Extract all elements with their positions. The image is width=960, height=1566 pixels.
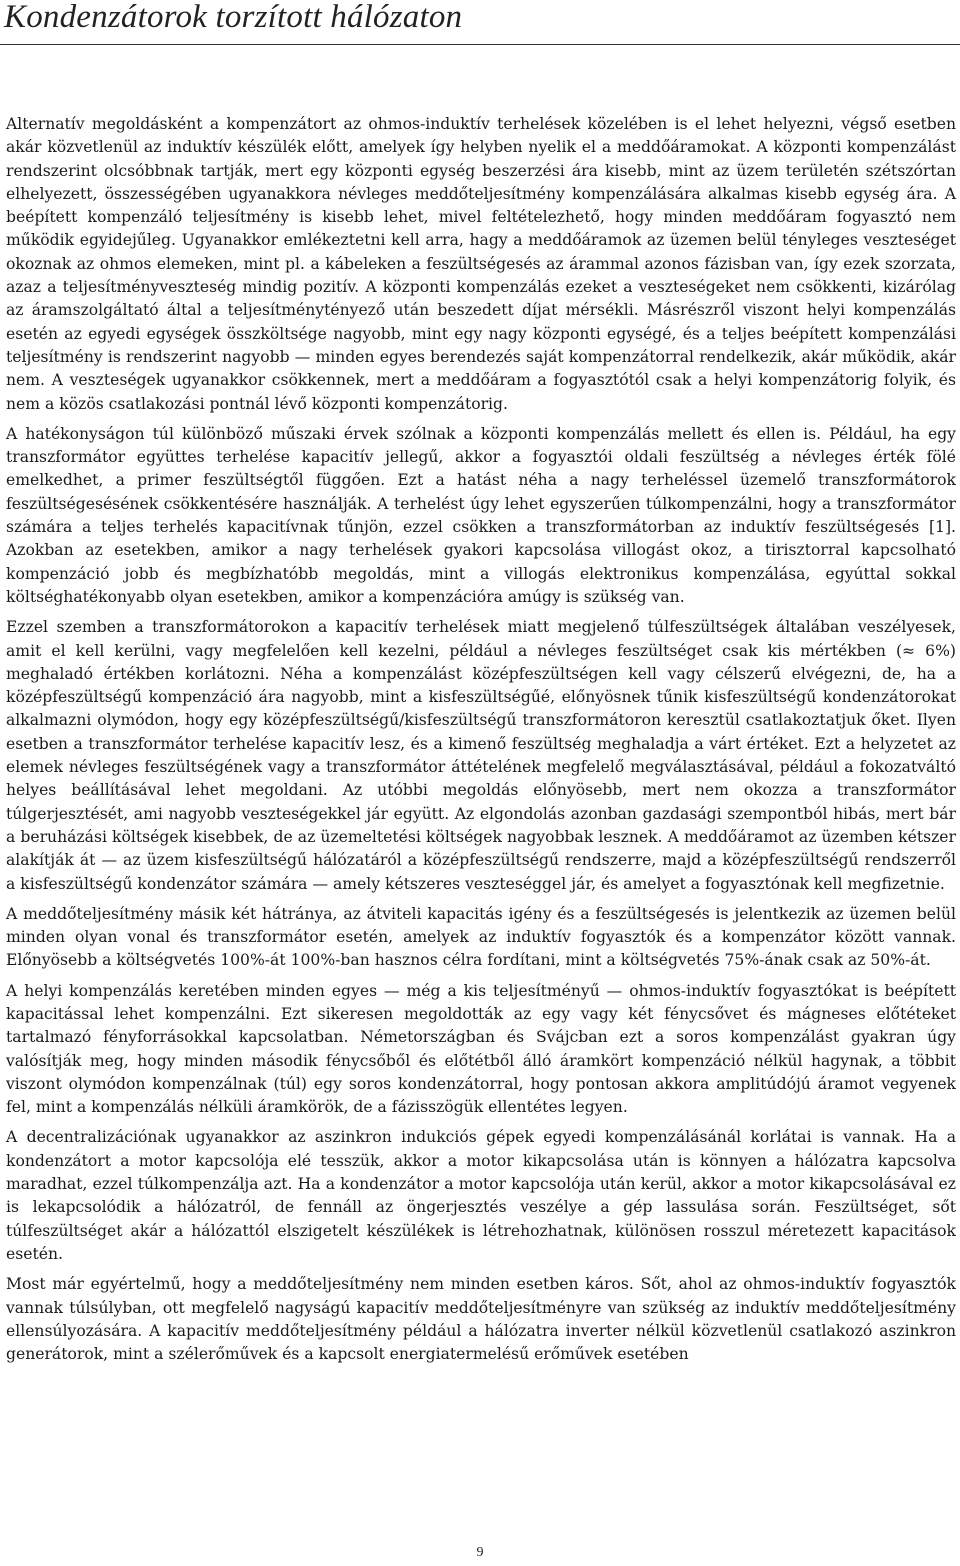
page-number: 9 [476,1545,484,1560]
paragraph: Ezzel szemben a transzformátorokon a kapacitív terhelések miatt megjelenő túlfeszültségek általában veszélyesek, amit el kell kerülni, vagy megfelelően kell kezelni, például a névleges feszültséget csak kis mértékben (≈ 6%) meghaladó értékben korlátozni. Néha a kompenzálást középfeszültségen kell vagy célszerű elvégezni, de, ha a középfeszültségű kompenzáció ára nagyobb, mint a kisfeszültségűé, előnyösnek tűnik kisfeszültségű kondenzátorokat alkalmazni olymódon, hogy egy középfeszültségű/kisfeszültségű transzformátoron keresztül csatlakoztatjuk őket. Ilyen esetben a transzformátor terhelése kapacitív lesz, és a kimenő feszültség meghaladja a várt értéket. Ezt a helyzetet az elemek névleges feszültségének vagy a transzformátor áttételének megfelelő megválasztásával, például a fokozatváltó helyes beállításával lehet megoldani. Az utóbbi megoldás előnyösebb, mert nem okozza a transzformátor túlgerjesztését, ami nagyobb veszteségekkel jár együtt. Az elgondolás azonban gazdasági szempontból hibás, mert bár a beruházási költségek kisebbek, de az üzemeltetési költségek nagyobbak lesznek. A meddőáramot az üzemben kétszer alakítják át — az üzem kisfeszültségű hálózatáról a középfeszültségű rendszerre, majd a középfeszültségű rendszerről a kisfeszültségű kondenzátor számára — amely kétszeres veszteséggel jár, és amelyet a fogyasztónak kell megfizetnie. [6,618,956,893]
paragraph: Alternatív megoldásként a kompenzátort az ohmos-induktív terhelések közelében is el lehet helyezni, végső esetben akár közvetlenül az induktív készülék előtt, amelyek így helyben nyelik el a meddőáramokat. A központi kompenzálást rendszerint olcsóbbnak tartják, mert egy központi egység beszerzési ára kisebb, mint az üzem területén szétszórtan elhelyezett, összességében ugyanakkora névleges meddőteljesítmény kompenzálására alkalmas kisebb egység ára. A beépített kompenzáló teljesítmény is kisebb lehet, mivel feltételezhető, hogy minden meddőáram fogyasztó nem működik egyidejűleg. Ugyanakkor emlékeztetni kell arra, hagy a meddőáramok az üzemen belül tényleges veszteséget okoznak az ohmos elemeken, mint pl. a kábeleken a feszültségesés az árammal azonos fázisban van, így ezek szorzata, azaz a teljesítményveszteség mindig pozitív. A központi kompenzálás ezeket a veszteségeket nem csökkenti, kizárólag az áramszolgáltató által a teljesítménytényező után beszedett díjat mérsékli. Másrészről viszont helyi kompenzálás esetén az egyedi egységek összköltsége nagyobb, mint egy nagy központi egységé, és a teljes beépített kompenzálási teljesítmény is rendszerint nagyobb — minden egyes berendezés saját kompenzátorral rendelkezik, akár működik, akár nem. A veszteségek ugyanakkor csökkennek, mert a meddőáram a fogyasztótól csak a helyi kompenzátorig folyik, és nem a közös csatlakozási pontnál lévő központi kompenzátorig. [6,115,956,413]
paragraph: A meddőteljesítmény másik két hátránya, az átviteli kapacitás igény és a feszültségesés is jelentkezik az üzemen belül minden olyan vonal és transzformátor esetén, amelyek az induktív fogyasztók és a kompenzátor között vannak. Előnyösebb a költségvetés 100%-át 100%-ban hasznos célra fordítani, mint a költségvetés 75%-ának csak az 50%-át. [6,904,956,970]
paragraph: A decentralizációnak ugyanakkor az aszinkron indukciós gépek egyedi kompenzálásánál korlátai is vannak. Ha a kondenzátort a motor kapcsolója elé tesszük, akkor a motor kikapcsolása után is könnyen a hálózatra kapcsolva maradhat, ezzel túlkompenzálja azt. Ha a kondenzátor a motor kapcsolója után kerül, akkor a motor kikapcsolásával ez is lekapcsolódik a hálózatról, de fennáll az öngerjesztés veszélye a gép lassulása során. Feszültséget, sőt túlfeszültséget akár a hálózattól elszigetelt készülékek is létrehozhatnak, különösen rosszul méretezett kapacitások esetén. [6,1128,956,1263]
header-divider [0,44,960,45]
paragraph: Most már egyértelmű, hogy a meddőteljesítmény nem minden esetben káros. Sőt, ahol az ohmos-induktív fogyasztók vannak túlsúlyban, ott megfelelő nagyságú kapacitív meddőteljesítményre van szükség az induktív meddőteljesítmény ellensúlyozására. A kapacitív meddőteljesítmény például a hálózatra inverter nélkül közvetlenül csatlakozó aszinkron generátorok, mint a szélerőművek és a kapcsolt energiatermelésű erőművek esetében [6,1275,956,1364]
page-title: Kondenzátorok torzított hálózaton [4,0,463,35]
paragraph: A hatékonyságon túl különböző műszaki érvek szólnak a központi kompenzálás mellett és ellen is. Például, ha egy transzformátor együttes terhelése kapacitív jellegű, akkor a fogyasztói oldali feszültség a névleges érték fölé emelkedhet, a primer feszültségtől függően. Ezt a hatást néha a nagy terheléssel üzemelő transzformátorok feszültségesésének csökkentésére használják. A terhelést úgy lehet egyszerűen túlkompenzálni, hogy a transzformátor számára a teljes terhelés kapacitívnak tűnjön, ezzel csökken a transzformátorban az induktív feszültségesés [1]. Azokban az esetekben, amikor a nagy terhelések gyakori kapcsolása villogást okoz, a tirisztorral kapcsolható kompenzáció jobb és megbízhatóbb megoldás, mint a villogás elektronikus kompenzálása, egyúttal sokkal költséghatékonyabb olyan esetekben, amikor a kompenzációra amúgy is szükség van. [6,424,956,606]
paragraph: A helyi kompenzálás keretében minden egyes — még a kis teljesítményű — ohmos-induktív fogyasztókat is beépített kapacitással lehet kompenzálni. Ezt sikeresen megoldották az egy vagy két fénycsővet és mágneses előtéteket tartalmazó fényforrásokkal kapcsolatban. Németországban és Svájcban ezt a soros kompenzálást gyakran úgy valósítják meg, hogy minden második fénycsőből és előtétből álló áramkört kompenzáció nélkül hagynak, a többit viszont olymódon kompenzálnak (túl) egy soros kondenzátorral, hogy pontosan akkora amplitúdójú áramot vegyenek fel, mint a kompenzálás nélküli áramkörök, de a fázisszögük ellentétes legyen. [6,981,956,1117]
body-text [6,113,956,1373]
